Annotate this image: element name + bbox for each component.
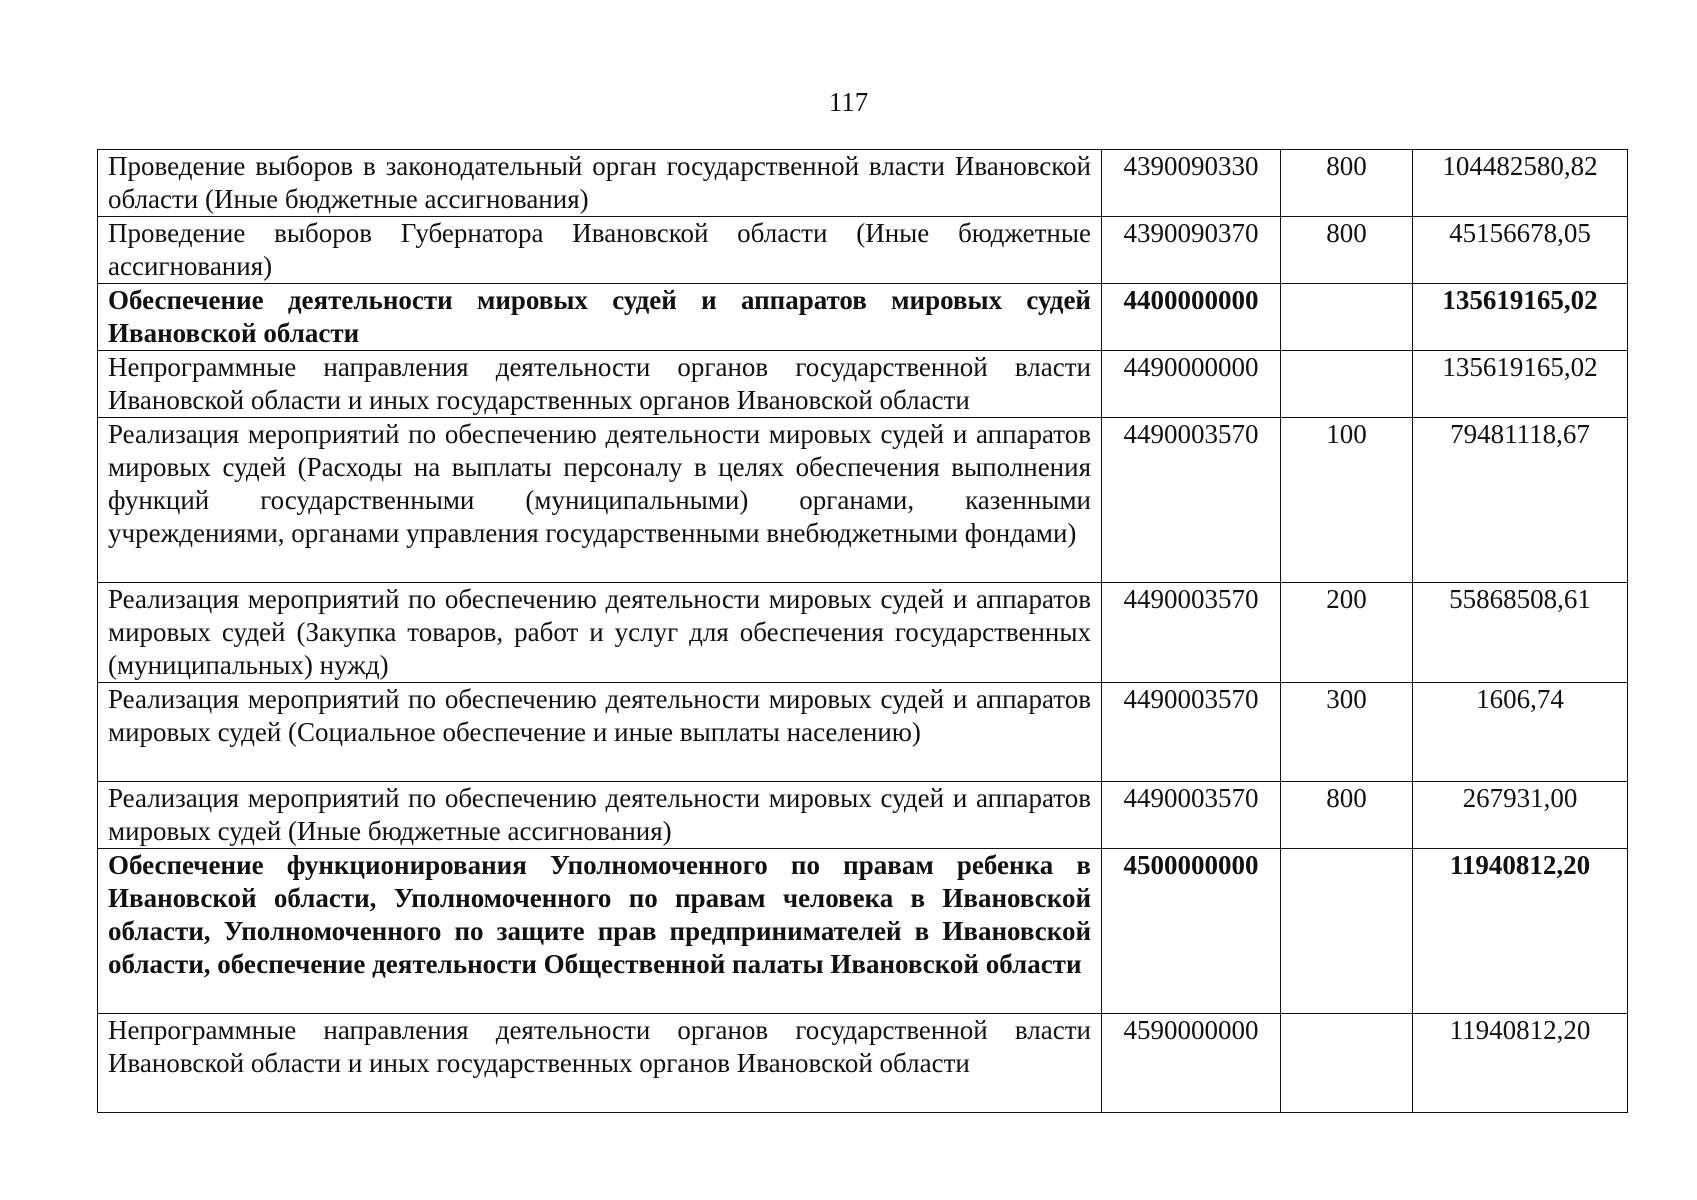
row-expense-type: 200	[1281, 583, 1413, 683]
table-row	[98, 150, 1628, 217]
row-expense-type: 100	[1281, 418, 1413, 583]
row-expense-type	[1281, 351, 1413, 418]
row-name: Непрограммные направления деятельности органов государственной власти Ивановской области и иных государственных органов Ивановской области	[98, 351, 1102, 418]
table-row	[98, 351, 1628, 418]
row-code: 4590000000	[1102, 1014, 1281, 1113]
row-code: 4490003570	[1102, 418, 1281, 583]
row-code: 4500000000	[1102, 849, 1281, 1014]
row-name: Обеспечение деятельности мировых судей и аппаратов мировых судей Ивановской области	[98, 284, 1102, 351]
row-code: 4390090330	[1102, 150, 1281, 217]
row-name: Непрограммные направления деятельности органов государственной власти Ивановской области и иных государственных органов Ивановской области	[98, 1014, 1102, 1113]
table-row	[98, 683, 1628, 782]
row-amount: 135619165,02	[1413, 351, 1628, 418]
row-amount: 79481118,67	[1413, 418, 1628, 583]
row-expense-type: 300	[1281, 683, 1413, 782]
table-row	[98, 583, 1628, 683]
row-code: 4490003570	[1102, 683, 1281, 782]
table-row	[98, 284, 1628, 351]
row-code: 4490003570	[1102, 583, 1281, 683]
row-expense-type: 800	[1281, 217, 1413, 284]
row-amount: 45156678,05	[1413, 217, 1628, 284]
row-expense-type: 800	[1281, 782, 1413, 849]
row-amount: 11940812,20	[1413, 1014, 1628, 1113]
row-name: Реализация мероприятий по обеспечению деятельности мировых судей и аппаратов мировых судей (Закупка товаров, работ и услуг для обеспечения государственных (муниципальных) нужд)	[98, 583, 1102, 683]
row-name: Обеспечение функционирования Уполномоченного по правам ребенка в Ивановской области, Уполномоченного по правам человека в Ивановской области, Уполномоченного по защите прав предпринимателей в Ивановской области, обеспечение деятельности Общественной палаты Ивановской области	[98, 849, 1102, 1014]
row-amount: 55868508,61	[1413, 583, 1628, 683]
row-expense-type: 800	[1281, 150, 1413, 217]
row-amount: 267931,00	[1413, 782, 1628, 849]
row-name: Проведение выборов в законодательный орган государственной власти Ивановской области (Иные бюджетные ассигнования)	[98, 150, 1102, 217]
row-code: 4390090370	[1102, 217, 1281, 284]
row-code: 4490003570	[1102, 782, 1281, 849]
table-row	[98, 849, 1628, 1014]
page-number: 117	[828, 87, 869, 117]
table-body	[98, 150, 1628, 1113]
row-name: Проведение выборов Губернатора Ивановской области (Иные бюджетные ассигнования)	[98, 217, 1102, 284]
budget-table	[97, 149, 1628, 1113]
row-code: 4400000000	[1102, 284, 1281, 351]
row-amount: 135619165,02	[1413, 284, 1628, 351]
row-name: Реализация мероприятий по обеспечению деятельности мировых судей и аппаратов мировых судей (Расходы на выплаты персоналу в целях обеспечения выполнения функций государственными (муниципальными) органами, казенными учреждениями, органами управления государственными внебюджетными фондами)	[98, 418, 1102, 583]
table-row	[98, 418, 1628, 583]
row-amount: 1606,74	[1413, 683, 1628, 782]
row-amount: 11940812,20	[1413, 849, 1628, 1014]
table-row	[98, 782, 1628, 849]
row-name: Реализация мероприятий по обеспечению деятельности мировых судей и аппаратов мировых судей (Иные бюджетные ассигнования)	[98, 782, 1102, 849]
row-name: Реализация мероприятий по обеспечению деятельности мировых судей и аппаратов мировых судей (Социальное обеспечение и иные выплаты населению)	[98, 683, 1102, 782]
table-row	[98, 1014, 1628, 1113]
row-amount: 104482580,82	[1413, 150, 1628, 217]
row-expense-type	[1281, 284, 1413, 351]
row-expense-type	[1281, 1014, 1413, 1113]
row-expense-type	[1281, 849, 1413, 1014]
row-code: 4490000000	[1102, 351, 1281, 418]
table-row	[98, 217, 1628, 284]
